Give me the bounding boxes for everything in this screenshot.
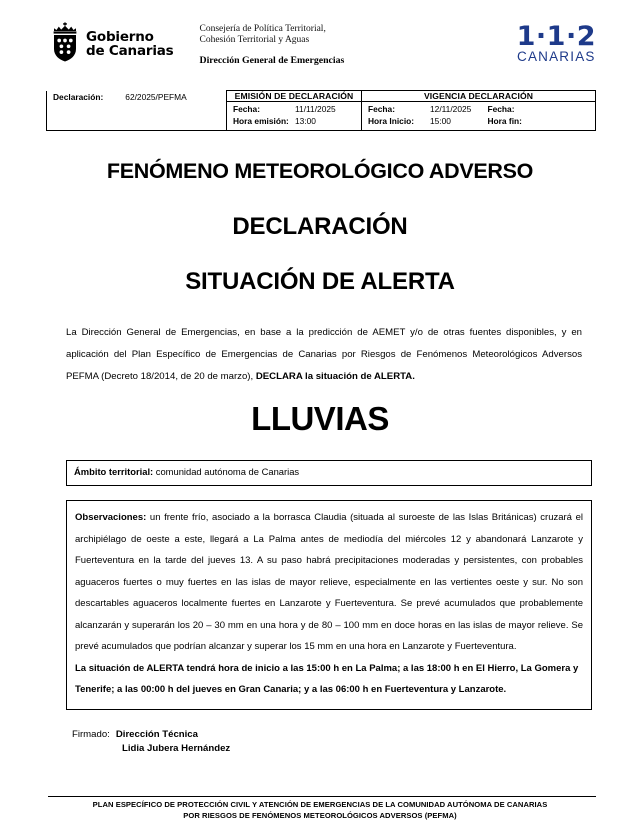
firmado-name: Lidia Jubera Hernández [122, 742, 231, 754]
consejeria-line-2: Cohesión Territorial y Aguas [199, 35, 310, 45]
vigencia-fecha-row [368, 104, 476, 116]
declaration-id-cell [47, 91, 227, 131]
observaciones-box [66, 500, 592, 710]
consejeria-line-1: Consejería de Política Territorial, [199, 24, 326, 34]
title-fenomeno-meteorologico: FENÓMENO METEOROLÓGICO ADVERSO [106, 159, 534, 183]
canary-islands-shield-icon [50, 22, 80, 67]
vigencia-hora-inicio-label: Hora Inicio: [368, 115, 415, 126]
vigencia-fecha-label: Fecha: [368, 104, 395, 114]
vigencia-hora-fin-label: Hora fin: [487, 115, 522, 126]
signature-block [72, 728, 640, 756]
document-header [0, 0, 640, 78]
emision-hora-label: Hora emisión: [233, 115, 289, 126]
vigencia-hora-fin-row [488, 116, 590, 128]
title-declaracion: DECLARACIÓN [232, 213, 408, 240]
consejeria-block [200, 22, 517, 66]
footer-line-1: PLAN ESPECÍFICO DE PROTECCIÓN CIVIL Y ATENCIÓN DE EMERGENCIAS DE LA COMUNIDAD AUTÓNOMA DE CANARIAS [92, 800, 548, 809]
emision-hora-row [233, 116, 355, 128]
emision-fecha-value: 11/11/2025 [295, 104, 336, 114]
vigencia-hora-inicio-row [368, 116, 476, 128]
112-canarias-label: CANARIAS [517, 49, 596, 64]
intro-bold-declara: DECLARA la situación de ALERTA. [255, 371, 415, 382]
observaciones-alerta-schedule: La situación de ALERTA tendrá hora de inicio a las 15:00 h en La Palma; a las 18:00 h en El Hierro, La Gomera y Tenerife; a las 00:00 h del jueves en Gran Canaria; y a las 06:00 h en Fuerteventura y Lanzarote. [75, 662, 579, 695]
vigencia-header-cell: VIGENCIA DECLARACIÓN [362, 91, 596, 102]
ambito-territorial-box [66, 460, 592, 486]
footer-line-2: POR RIESGOS DE FENÓMENOS METEOROLÓGICOS ADVERSOS (PEFMA) [183, 810, 457, 820]
vigencia-inicio-cell [362, 102, 482, 131]
footer-text [0, 797, 640, 821]
ambito-value: comunidad autónoma de Canarias [153, 466, 300, 477]
vigencia-fecha-value: 12/11/2025 [430, 104, 472, 114]
vigencia-hora-inicio-value: 15:00 [430, 115, 451, 126]
emision-header-cell: EMISIÓN DE DECLARACIÓN [227, 91, 362, 102]
112-number: 1·1·2 [516, 21, 596, 52]
observaciones-main-paragraph [75, 507, 583, 658]
emision-values-cell [227, 102, 362, 131]
declaration-info-table [46, 90, 596, 131]
document-footer [0, 796, 640, 821]
intro-paragraph [66, 322, 582, 388]
declaracion-value: 62/2025/PEFMA [125, 91, 187, 102]
emision-fecha-label: Fecha: [233, 104, 260, 114]
vigencia-fecha-fin-row [488, 104, 590, 116]
observaciones-body: un frente frío, asociado a la borrasca Claudia (situada al suroeste de las Islas Británicas) cruzará el archipiélago de oeste a este, llegará a La Palma antes de mediodía del miércoles 12 y abandonará Lanzarote y Fuerteventura en la tarde del jueves 13. A su paso habrá precipitaciones moderadas y persistentes, con probables aguaceros fuertes o muy fuertes en las islas de mayor relieve, especialmente en las vertientes oeste y sur. No son descartables aguaceros localmente fuertes en Lanzarote y Fuerteventura. Se prevé acumulados que probablemente alcanzarán y superarán los 20 – 30 mm en una hora y de 80 – 100 mm en doce horas en las islas de mayor relieve. Se prevé acumulados que podrían alcanzar y superar los 15 mm en una hora en Lanzarote y Fuerteventura. [75, 512, 583, 652]
firmado-role: Dirección Técnica [115, 728, 198, 740]
intro-text: La Dirección General de Emergencias, en base a la predicción de AEMET y/o de otras fuentes disponibles, y en aplicación del Plan Específico de Emergencias de Canarias por Riesgos de Fenómenos Meteorológicos Adversos PEFMA (Decreto 18/2014, de 20 de marzo), [66, 327, 582, 382]
gobierno-de-canarias-logo [50, 22, 174, 67]
phenomenon-title: LLUVIAS [251, 400, 389, 437]
ambito-label: Ámbito territorial: [74, 466, 154, 477]
observaciones-label: Observaciones: [75, 512, 147, 523]
declaracion-label: Declaración: [53, 91, 104, 102]
gobierno-text-line2: de Canarias [86, 42, 174, 59]
vigencia-fecha-fin-label: Fecha: [487, 104, 515, 114]
gobierno-text-line1: Gobierno [86, 29, 154, 45]
signature-role-line [72, 728, 640, 742]
firmado-label: Firmado: [72, 728, 110, 740]
table-row-headers [47, 91, 596, 102]
title-situacion-de-alerta: SITUACIÓN DE ALERTA [185, 268, 455, 295]
gobierno-logo-text [86, 31, 174, 58]
emision-fecha-row [233, 104, 355, 116]
112-canarias-logo [517, 22, 596, 64]
direccion-general-emergencias: Dirección General de Emergencias [199, 55, 345, 66]
emision-hora-value: 13:00 [295, 115, 316, 126]
vigencia-fin-cell [482, 102, 596, 131]
